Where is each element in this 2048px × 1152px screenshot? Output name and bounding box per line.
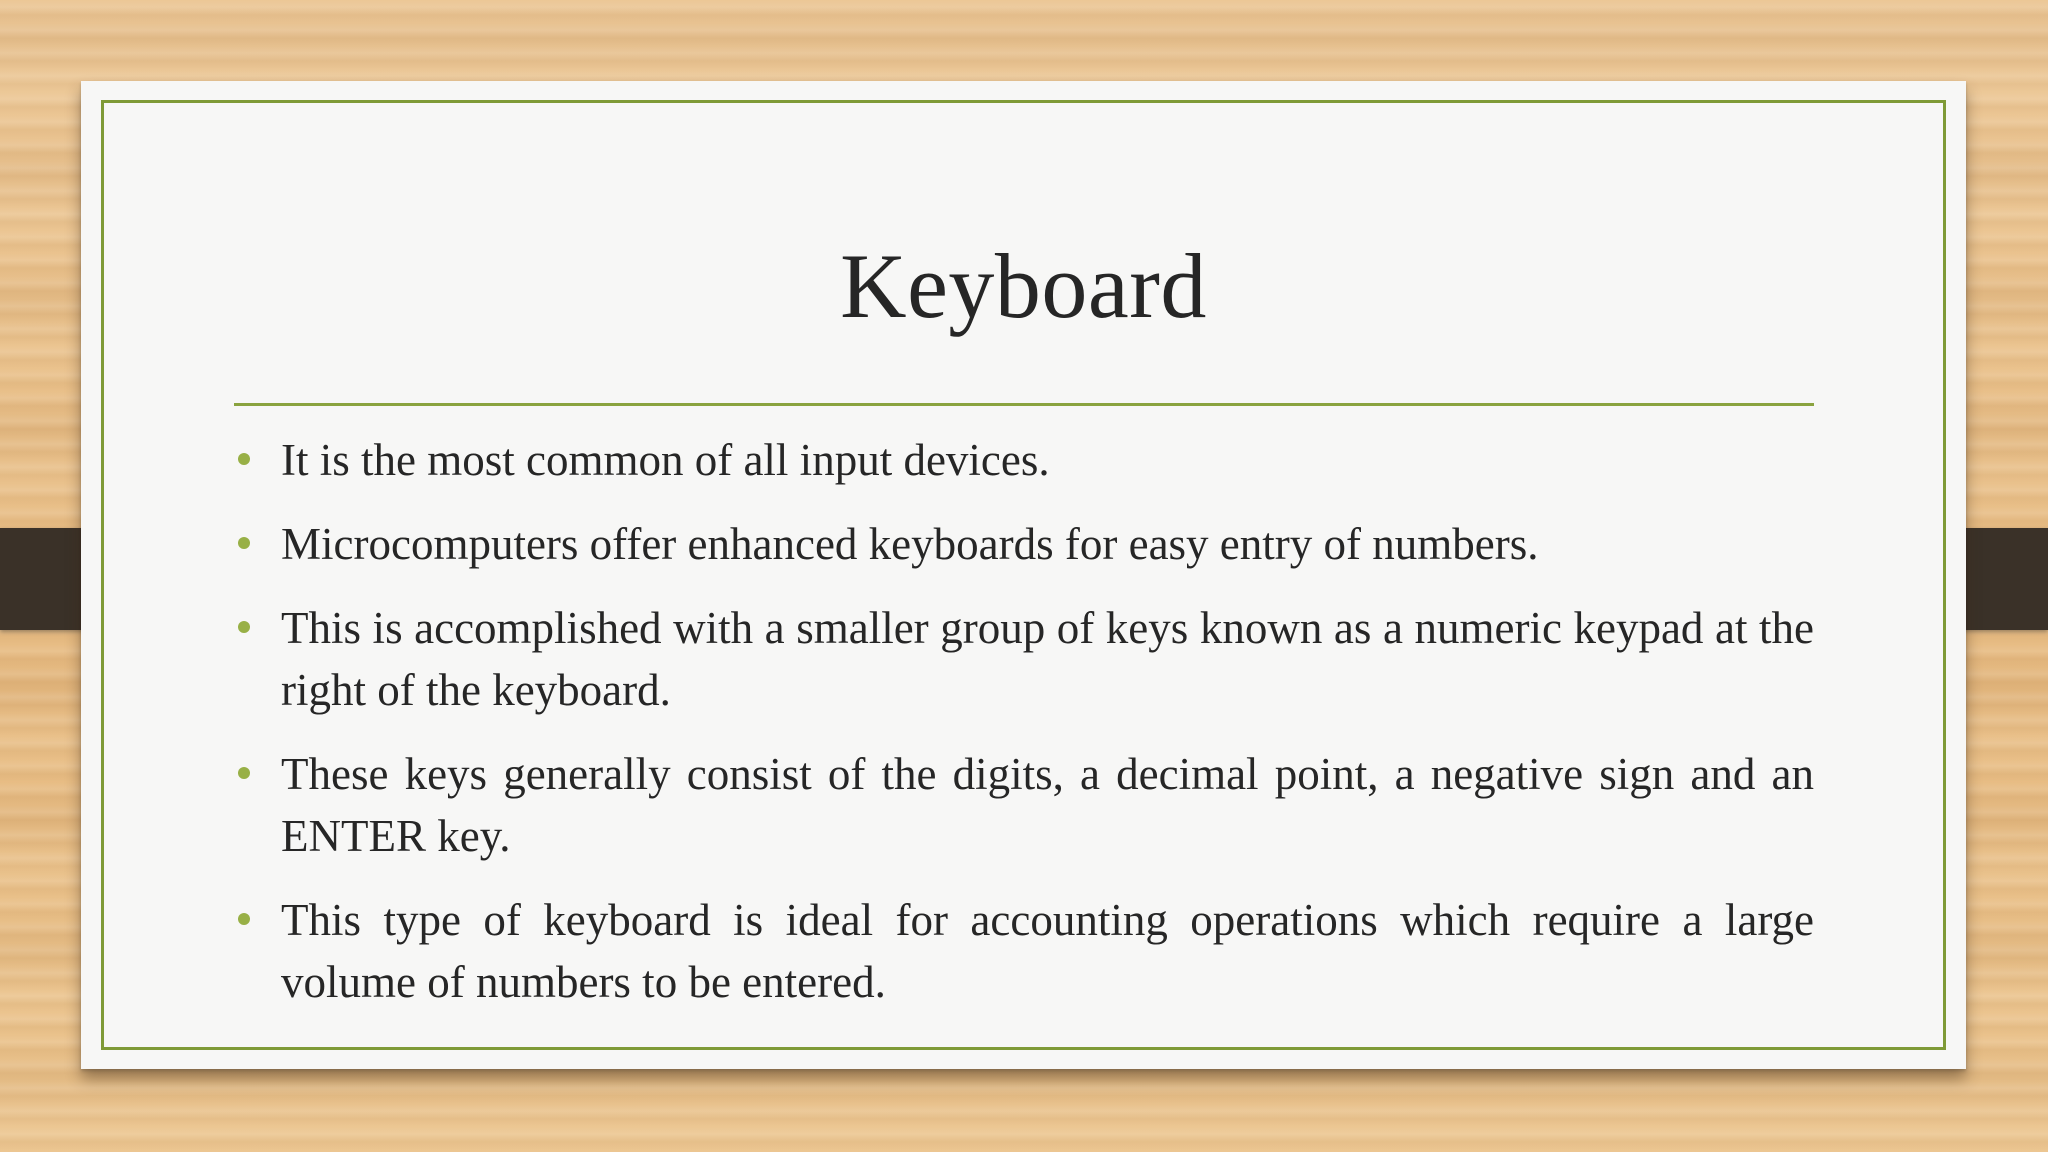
bullet-text: It is the most common of all input devices. (281, 435, 1050, 485)
bullet-item (234, 597, 1814, 721)
title-divider (234, 403, 1814, 406)
bullet-text: This is accomplished with a smaller group of keys known as a numeric keypad at the right of the keyboard. (281, 603, 1814, 715)
bullet-text: Microcomputers offer enhanced keyboards for easy entry of numbers. (281, 519, 1539, 569)
bullet-text: This type of keyboard is ideal for accounting operations which require a large volume of numbers to be entered. (281, 895, 1814, 1007)
bullet-dot-icon (238, 453, 250, 465)
slide-card (81, 81, 1966, 1069)
bullet-dot-icon (238, 621, 250, 633)
bullet-dot-icon (238, 767, 250, 779)
bullet-list (234, 429, 1814, 1035)
slide-title: Keyboard (840, 235, 1207, 337)
bullet-item (234, 513, 1814, 575)
bullet-dot-icon (238, 913, 250, 925)
bullet-dot-icon (238, 537, 250, 549)
bullet-text: These keys generally consist of the digits, a decimal point, a negative sign and an ENTER key. (281, 749, 1814, 861)
bullet-item (234, 889, 1814, 1013)
bullet-item (234, 743, 1814, 867)
bullet-item (234, 429, 1814, 491)
